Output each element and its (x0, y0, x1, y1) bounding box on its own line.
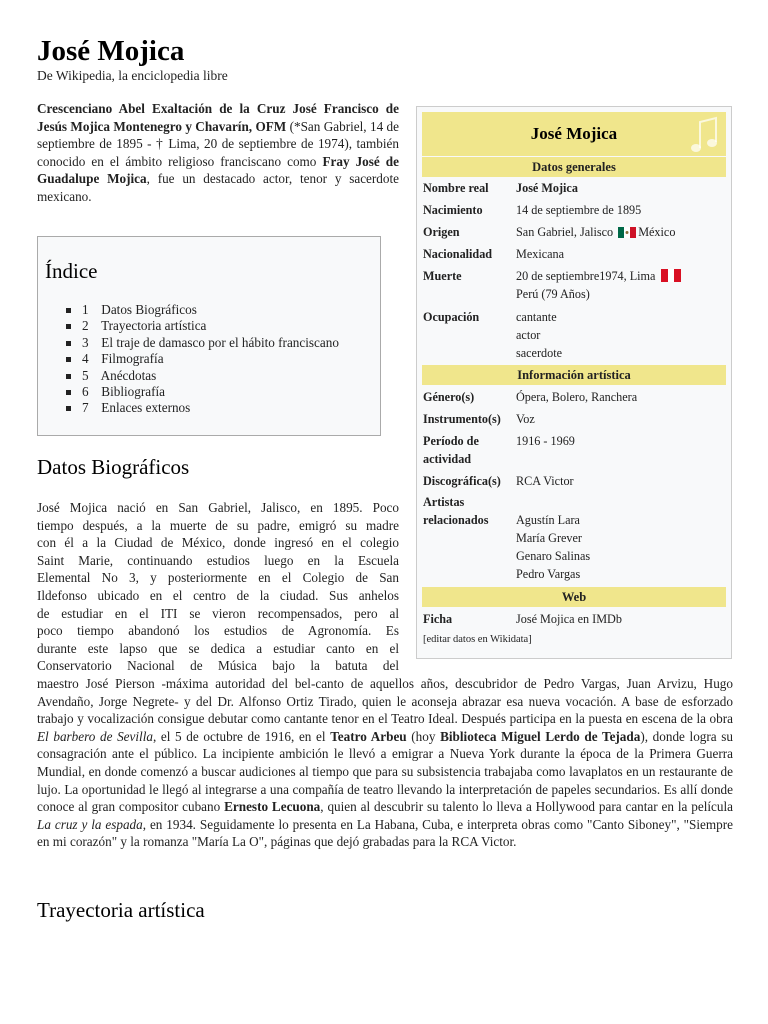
artist-link[interactable]: María Grever (516, 531, 582, 545)
edit-wikidata-link[interactable]: [editar datos en Wikidata] (423, 634, 532, 645)
toc-item[interactable]: 4 Filmografía (66, 351, 339, 367)
infobox-header (422, 112, 726, 156)
intro-paragraph: Crescenciano Abel Exaltación de la Cruz José Francisco de Jesús Mojica Montenegro y Chavarín, OFM (*San Gabriel, 14 de septiembre de 1895 - † Lima, 20 de septiembre de 1974), también conocido en el ámbito religioso franciscano como Fray José de Guadalupe Mojica, fue un destacado actor, tenor y sacerdote mexicano. (37, 101, 399, 204)
heading-trayectoria: Trayectoria artística (37, 898, 205, 922)
toc-list (66, 302, 339, 417)
infobox-title: José Mojica (530, 124, 618, 143)
toc-item[interactable]: 6 Bibliografía (66, 384, 339, 400)
bio-narrow-column: José Mojica nació en San Gabriel, Jalisco, en 1895. Poco tiempo después, a la muerte de su padre, emigró su madre con él a la Ciudad de México, donde ingresó en el colegio Saint Marie, continuando estudios luego en la Escuela Elemental No 3, y posteriormente en el Colegio de San Ildefonso ubicado en el centro de la ciudad. Sus anhelos de estudiar en el ITI se vieron recompensados, pero al poco tiempo abandonó los estudios de Agronomía. Es durante este lapso que se dedica a estudiar canto en el Conservatorio Nacional de Música bajo la batuta del (37, 500, 399, 674)
infobox: José Mojica Datos generales Nombre real José Mojica Nacimiento 14 de septiembre de 1895 Origen San Gabriel, Jalisco México Nacionalidad Mexicana Muerte 20 de septiembre1974, Lima Perú (79 Años) Ocupación cantante actor sacerdote Información artística Género(s) Ópera, Bolero, Ranchera Instrumento(s) Voz Período de actividad 1916 - 1969 Discográfica(s) RCA Victor Artistas relacionados Agustín Lara María Grever Genaro Salinas Pedro Vargas Web Ficha José Mojica en IMDb [editar datos en Wikidata] (416, 106, 732, 659)
mexico-flag-icon (618, 227, 636, 238)
infobox-section-web: Web (422, 587, 726, 607)
ocupacion-item: cantante (516, 310, 557, 324)
toc-item[interactable]: 1 Datos Biográficos (66, 302, 339, 318)
toc-item[interactable]: 3 El traje de damasco por el hábito franciscano (66, 335, 339, 351)
infobox-section-general: Datos generales (422, 157, 726, 177)
peru-flag-icon (661, 269, 681, 282)
artist-link[interactable]: Genaro Salinas (516, 549, 591, 563)
ocupacion-item: sacerdote (516, 346, 563, 360)
bio-paragraph: maestro José Pierson -máxima autoridad del bel-canto de aquellos años, descubridor de Pedro Vargas, Juan Arvizu, Hugo Avendaño, Jorge Negrete- y del Dr. Alfonso Ortiz Tirado, quien le aconseja abrazar esa nueva vocación. A base de esforzado trabajo y vocalización consigue debutar como cantante tenor en el Teatro Ideal. Después participa en la puesta en escena de la obra El barbero de Sevilla, el 5 de octubre de 1916, en el Teatro Arbeu (hoy Biblioteca Miguel Lerdo de Tejada), donde logra su consagración ante el público. La incipiente ambición le llevó a emigrar a Nueva York durante la época de la Primera Guerra Mundial, en donde comenzó a buscar audiciones al tiempo que para su subsistencia trabajaba como lavaplatos en un restaurante de lujo. La oportunidad le llegó al integrarse a una compañía de teatro llevando la interpretación de papeles secundarios. Es allí donde conoce al gran compositor cubano Ernesto Lecuona, quien al descubrir su talento lo lleva a Hollywood para cantar en la película La cruz y la espada, en 1934. Seguidamente lo presenta en La Habana, Cuba, e interpreta obras como "Canto Siboney", "Siempre en mi corazón" y la romanza "María La O", páginas que dejó grabadas para la RCA Victor. (37, 676, 733, 850)
toc-title: Índice (45, 259, 98, 283)
toc-item[interactable]: 2 Trayectoria artística (66, 318, 339, 334)
table-of-contents (37, 236, 381, 436)
intro-religious-name: Fray José de Guadalupe Mojica (37, 153, 399, 187)
toc-item[interactable]: 7 Enlaces externos (66, 400, 339, 416)
page-subtitle: De Wikipedia, la enciclopedia libre (37, 68, 228, 83)
artist-link[interactable]: Pedro Vargas (516, 567, 581, 581)
heading-datos-biograficos: Datos Biográficos (37, 455, 190, 479)
infobox-section-artistic: Información artística (422, 365, 726, 385)
toc-item[interactable]: 5 Anécdotas (66, 368, 339, 384)
intro-full-name: Crescenciano Abel Exaltación de la Cruz José Francisco de Jesús Mojica Montenegro y Chavarín, OFM (37, 101, 399, 134)
artist-link[interactable]: Agustín Lara (516, 513, 580, 527)
page-title: José Mojica (37, 35, 185, 67)
ocupacion-item: actor (516, 328, 541, 342)
music-note-icon (686, 114, 722, 156)
